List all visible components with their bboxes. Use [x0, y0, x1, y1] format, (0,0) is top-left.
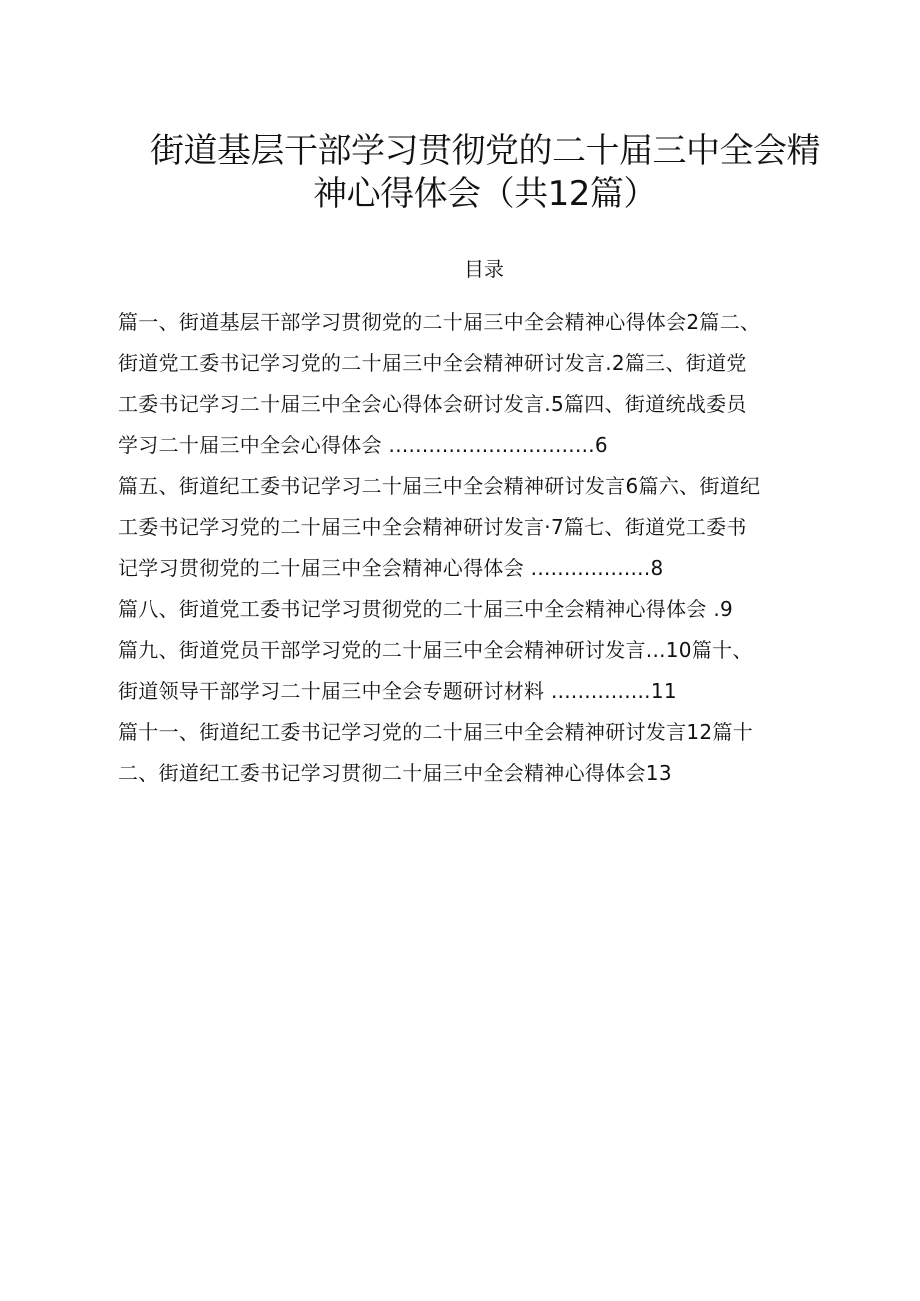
toc-line[interactable]: 篇五、街道纪工委书记学习二十届三中全会精神研讨发言6篇六、街道纪 — [118, 474, 761, 498]
toc-line[interactable]: 篇八、街道党工委书记学习贯彻党的二十届三中全会精神心得体会 .9 — [118, 597, 734, 621]
toc-line[interactable]: 篇十一、街道纪工委书记学习党的二十届三中全会精神研讨发言12篇十 — [118, 720, 754, 744]
toc-line[interactable]: 工委书记学习党的二十届三中全会精神研讨发言·7篇七、街道党工委书 — [118, 515, 747, 539]
toc-line[interactable]: 二、街道纪工委书记学习贯彻二十届三中全会精神心得体会13 — [118, 761, 672, 785]
toc-line[interactable]: 街道领导干部学习二十届三中全会专题研讨材料 ...............11 — [118, 679, 677, 703]
toc-line[interactable]: 篇九、街道党员干部学习党的二十届三中全会精神研讨发言...10篇十、 — [118, 638, 753, 662]
toc-line[interactable]: 学习二十届三中全会心得体会 ...............................6 — [118, 433, 608, 457]
toc-line[interactable]: 记学习贯彻党的二十届三中全会精神心得体会 ..................8 — [118, 556, 664, 580]
toc-heading: 目录 — [464, 257, 504, 281]
toc-line[interactable]: 工委书记学习二十届三中全会心得体会研讨发言.5篇四、街道统战委员 — [118, 392, 747, 416]
document-title-line-2: 神心得体会（共12篇） — [313, 174, 657, 214]
toc-line[interactable]: 篇一、街道基层干部学习贯彻党的二十届三中全会精神心得体会2篇二、 — [118, 310, 761, 334]
table-of-contents — [118, 302, 858, 794]
toc-line[interactable]: 街道党工委书记学习党的二十届三中全会精神研讨发言.2篇三、街道党 — [118, 351, 747, 375]
document-title-line-1: 街道基层干部学习贯彻党的二十届三中全会精 — [150, 131, 820, 171]
